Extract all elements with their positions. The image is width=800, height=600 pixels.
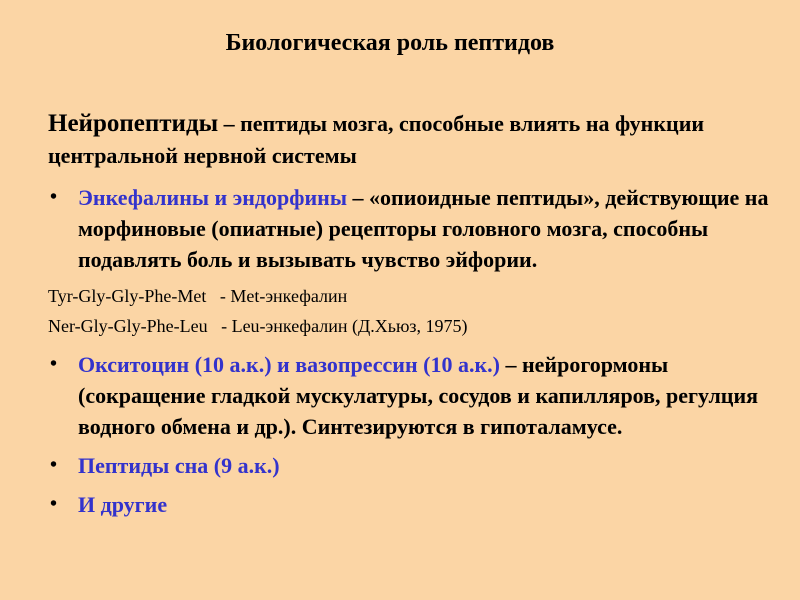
- bullet-dot-icon: •: [50, 186, 58, 208]
- slide-title: Биологическая роль пептидов: [225, 30, 555, 56]
- sequence-line-leu: Ner-Gly-Gly-Phe-Leu - Leu-энкефалин (Д.Хьюз, 1975): [48, 316, 468, 336]
- bullet-item-sleep-peptides: [48, 450, 783, 481]
- slide-content: [48, 108, 783, 520]
- bullet-item-enkephalins: [48, 182, 783, 275]
- bullet-text: – нейрогормоны (сокращение гладкой мускулатуры, сосудов и капилляров, регулция водного обмена и др.). Синтезируются в гипоталамусе.: [78, 352, 759, 439]
- bullet-highlight: Пептиды сна (9 а.к.): [78, 453, 280, 478]
- sequence-line-met: Tyr-Gly-Gly-Phe-Met - Met-энкефалин: [48, 286, 348, 306]
- lead-term: Нейропептиды: [48, 110, 219, 137]
- bullet-dot-icon: •: [50, 353, 58, 375]
- bullet-highlight: Окситоцин (10 а.к.) и вазопрессин (10 а.к.): [78, 352, 500, 377]
- bullet-highlight: Энкефалины и эндорфины: [78, 185, 348, 210]
- bullet-dot-icon: •: [50, 454, 58, 476]
- bullet-dot-icon: •: [50, 493, 58, 515]
- lead-paragraph: [48, 108, 783, 172]
- lead-text: – пептиды мозга, способные влиять на функции центральной нервной системы: [48, 111, 705, 168]
- bullet-item-oxytocin: [48, 349, 783, 442]
- bullet-item-others: [48, 489, 783, 520]
- bullet-highlight: И другие: [78, 492, 168, 517]
- bullet-text: – «опиоидные пептиды», действующие на морфиновые (опиатные) рецепторы головного мозга, способны подавлять боль и вызывать чувство эйфории.: [78, 185, 769, 272]
